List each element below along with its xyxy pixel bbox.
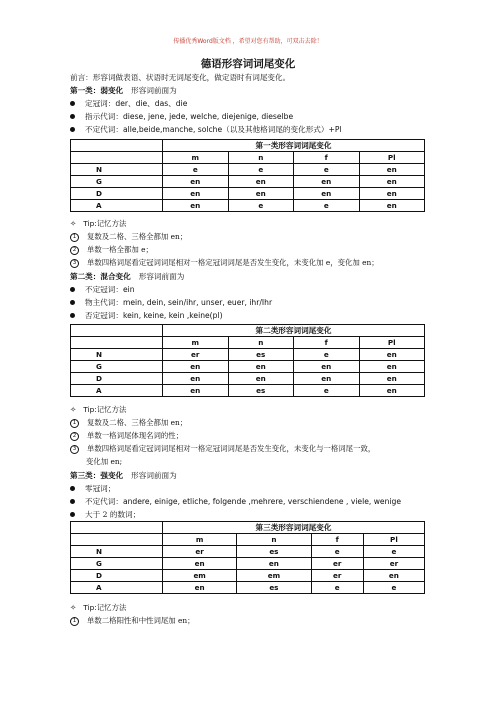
bullet-text: 不定代词：andere, einige, etliche, folgende ,mehrere, verschiendene , viele, wenige bbox=[85, 497, 402, 506]
table-cell: en bbox=[363, 570, 424, 582]
bullet-text: 不定冠词：ein bbox=[85, 285, 135, 294]
bullet-item bbox=[70, 298, 272, 308]
tip-line bbox=[70, 405, 126, 415]
column-header: m bbox=[163, 337, 229, 349]
table-cell: en bbox=[237, 558, 311, 570]
table-cell: en bbox=[163, 188, 229, 200]
case-label: G bbox=[71, 176, 163, 188]
table-cell: en bbox=[359, 188, 425, 200]
declension-table-1 bbox=[70, 139, 425, 212]
diamond-icon: ✧ bbox=[70, 219, 77, 228]
table-cell: en bbox=[163, 558, 237, 570]
section-heading-text: 第二类：混合变化 bbox=[70, 272, 131, 281]
section-note: 形容词前面为 bbox=[138, 272, 185, 281]
column-header: f bbox=[294, 337, 360, 349]
table-cell: en bbox=[294, 361, 360, 373]
table-cell: e bbox=[294, 164, 360, 176]
table-cell: e bbox=[363, 546, 424, 558]
table-cell: en bbox=[294, 176, 360, 188]
table-cell: es bbox=[228, 349, 294, 361]
table-cell: er bbox=[163, 546, 237, 558]
empty-cell bbox=[71, 522, 163, 534]
table-cell: en bbox=[359, 349, 425, 361]
table-row bbox=[71, 349, 425, 361]
diamond-icon: ✧ bbox=[70, 405, 77, 414]
number-1-icon: 1 bbox=[70, 419, 79, 428]
case-label: N bbox=[71, 349, 163, 361]
table-cell: er bbox=[163, 349, 229, 361]
table-cell: e bbox=[163, 164, 229, 176]
table-cell: en bbox=[163, 361, 229, 373]
column-header: n bbox=[228, 337, 294, 349]
case-label: D bbox=[71, 373, 163, 385]
table-row bbox=[71, 164, 425, 176]
bullet-icon bbox=[70, 313, 75, 318]
point-text: 单数一格全都加 e； bbox=[87, 245, 153, 254]
table-row bbox=[71, 546, 425, 558]
intro-text: 前言：形容词做表语、状语时无词尾变化，做定语时有词尾变化。 bbox=[70, 73, 291, 82]
empty-cell bbox=[71, 325, 163, 337]
table-cell: e bbox=[294, 349, 360, 361]
empty-cell bbox=[71, 534, 163, 546]
column-header: n bbox=[237, 534, 311, 546]
tip-line bbox=[70, 219, 126, 229]
table-cell: en bbox=[228, 188, 294, 200]
table-cell: e bbox=[311, 546, 363, 558]
table-cell: em bbox=[237, 570, 311, 582]
number-2-icon: 2 bbox=[70, 246, 79, 255]
table-row bbox=[71, 188, 425, 200]
bullet-item bbox=[70, 510, 140, 520]
section-note: 形容词前面为 bbox=[131, 86, 177, 95]
column-header: Pl bbox=[359, 337, 425, 349]
numbered-point bbox=[70, 616, 195, 626]
tip-line bbox=[70, 603, 126, 613]
bullet-text: 零冠词； bbox=[85, 484, 116, 493]
table-row bbox=[71, 361, 425, 373]
column-header: f bbox=[294, 152, 360, 164]
bullet-icon bbox=[70, 114, 75, 119]
table-cell: en bbox=[294, 188, 360, 200]
declension-table-2 bbox=[70, 324, 425, 397]
numbered-point bbox=[70, 444, 375, 454]
bullet-icon bbox=[70, 512, 75, 517]
bullet-icon bbox=[70, 287, 75, 292]
point-text: 单数四格词尾看定冠词词尾相对一格定冠词词尾是否发生变化，未变化加 e，变化加 en； bbox=[87, 258, 379, 267]
declension-table-3 bbox=[70, 521, 425, 594]
numbered-point bbox=[70, 418, 187, 428]
bullet-item bbox=[70, 311, 223, 321]
table-row bbox=[71, 200, 425, 212]
section-3-heading bbox=[70, 471, 177, 481]
table-caption: 第一类形容词词尾变化 bbox=[163, 140, 425, 152]
numbered-point bbox=[70, 232, 187, 242]
number-3-icon: 3 bbox=[70, 259, 79, 268]
case-label: D bbox=[71, 570, 163, 582]
bullet-icon bbox=[70, 101, 75, 106]
case-label: A bbox=[71, 385, 163, 397]
bullet-item bbox=[70, 484, 115, 494]
table-cell: en bbox=[163, 373, 229, 385]
column-header: Pl bbox=[359, 152, 425, 164]
number-1-icon: 1 bbox=[70, 233, 79, 242]
bullet-text: 定冠词：der、die、das、die bbox=[85, 99, 188, 108]
empty-cell bbox=[71, 337, 163, 349]
table-cell: en bbox=[163, 176, 229, 188]
column-header: m bbox=[163, 534, 237, 546]
point-text: 复数及二格、三格全都加 en； bbox=[87, 232, 188, 241]
bullet-item bbox=[70, 285, 135, 295]
table-cell: er bbox=[363, 558, 424, 570]
bullet-icon bbox=[70, 499, 75, 504]
page-title: 德语形容词词尾变化 bbox=[200, 58, 296, 70]
point-text: 单数四格词尾看定冠词词尾相对一格定冠词词尾是否发生变化，未变化与一格词尾一致， bbox=[87, 444, 376, 453]
bullet-text: 物主代词：mein, dein, sein/ihr, unser, euer, ihr/Ihr bbox=[85, 298, 273, 307]
table-cell: e bbox=[228, 200, 294, 212]
column-header: f bbox=[311, 534, 363, 546]
point-continuation: 变化加 en; bbox=[86, 457, 123, 466]
case-label: G bbox=[71, 361, 163, 373]
column-header: m bbox=[163, 152, 229, 164]
section-heading-text: 第三类：强变化 bbox=[70, 471, 124, 480]
table-cell: en bbox=[163, 200, 229, 212]
point-text: 复数及二格、三格全都加 en； bbox=[87, 418, 188, 427]
section-heading-text: 第一类：弱变化 bbox=[70, 86, 124, 95]
point-text: 单数一格词尾体现名词的性； bbox=[87, 431, 184, 440]
table-cell: en bbox=[163, 582, 237, 594]
bullet-text: 不定代词：alle,beide,manche, solche（以及其他格词尾的变化形式）+Pl bbox=[85, 125, 342, 134]
case-label: D bbox=[71, 188, 163, 200]
table-cell: e bbox=[228, 164, 294, 176]
table-row bbox=[71, 582, 425, 594]
section-2-heading bbox=[70, 272, 184, 282]
numbered-point bbox=[70, 245, 153, 255]
case-label: A bbox=[71, 200, 163, 212]
table-cell: en bbox=[163, 385, 229, 397]
case-label: A bbox=[71, 582, 163, 594]
table-caption: 第三类形容词词尾变化 bbox=[163, 522, 425, 534]
bullet-text: 否定冠词：kein, keine, kein ,keine(pl) bbox=[85, 311, 223, 320]
table-row bbox=[71, 385, 425, 397]
table-cell: er bbox=[311, 570, 363, 582]
bullet-icon bbox=[70, 486, 75, 491]
bullet-text: 指示代词：diese, jene, jede, welche, diejenige, dieselbe bbox=[85, 112, 294, 121]
bullet-icon bbox=[70, 300, 75, 305]
bullet-item bbox=[70, 99, 187, 109]
table-cell: en bbox=[294, 373, 360, 385]
table-cell: en bbox=[228, 361, 294, 373]
table-cell: en bbox=[359, 176, 425, 188]
case-label: G bbox=[71, 558, 163, 570]
numbered-point bbox=[70, 431, 183, 441]
column-header: n bbox=[228, 152, 294, 164]
table-cell: e bbox=[311, 582, 363, 594]
table-row bbox=[71, 176, 425, 188]
table-cell: e bbox=[294, 200, 360, 212]
section-note: 形容词前面为 bbox=[131, 471, 177, 480]
empty-cell bbox=[71, 152, 163, 164]
tip-text: Tip:记忆方法 bbox=[83, 405, 127, 414]
table-cell: e bbox=[294, 385, 360, 397]
tip-text: Tip:记忆方法 bbox=[83, 219, 127, 228]
number-1-icon: 1 bbox=[70, 617, 79, 626]
table-cell: es bbox=[237, 546, 311, 558]
table-row bbox=[71, 570, 425, 582]
table-cell: es bbox=[228, 385, 294, 397]
table-cell: en bbox=[228, 176, 294, 188]
diamond-icon: ✧ bbox=[70, 603, 77, 612]
table-cell: er bbox=[311, 558, 363, 570]
table-cell: en bbox=[359, 164, 425, 176]
table-cell: em bbox=[163, 570, 237, 582]
table-cell: en bbox=[359, 373, 425, 385]
section-1-heading bbox=[70, 86, 177, 96]
tip-text: Tip:记忆方法 bbox=[83, 603, 127, 612]
table-cell: en bbox=[228, 373, 294, 385]
bullet-item bbox=[70, 497, 401, 507]
case-label: N bbox=[71, 546, 163, 558]
table-caption: 第二类形容词词尾变化 bbox=[163, 325, 425, 337]
number-2-icon: 2 bbox=[70, 432, 79, 441]
promo-banner: 传播优秀Word版文档 ，希望对您有帮助，可双击去除！ bbox=[173, 38, 323, 45]
column-header: Pl bbox=[363, 534, 424, 546]
case-label: N bbox=[71, 164, 163, 176]
table-cell: es bbox=[237, 582, 311, 594]
numbered-point bbox=[70, 258, 379, 268]
bullet-item bbox=[70, 112, 293, 122]
bullet-icon bbox=[70, 127, 75, 132]
table-row bbox=[71, 558, 425, 570]
table-cell: en bbox=[359, 361, 425, 373]
table-cell: en bbox=[359, 200, 425, 212]
table-cell: e bbox=[363, 582, 424, 594]
bullet-item bbox=[70, 125, 342, 135]
point-text: 单数二格阳性和中性词尾加 en； bbox=[87, 616, 195, 625]
bullet-text: 大于 2 的数词； bbox=[85, 510, 141, 519]
table-cell: en bbox=[359, 385, 425, 397]
table-row bbox=[71, 373, 425, 385]
number-3-icon: 3 bbox=[70, 445, 79, 454]
empty-cell bbox=[71, 140, 163, 152]
